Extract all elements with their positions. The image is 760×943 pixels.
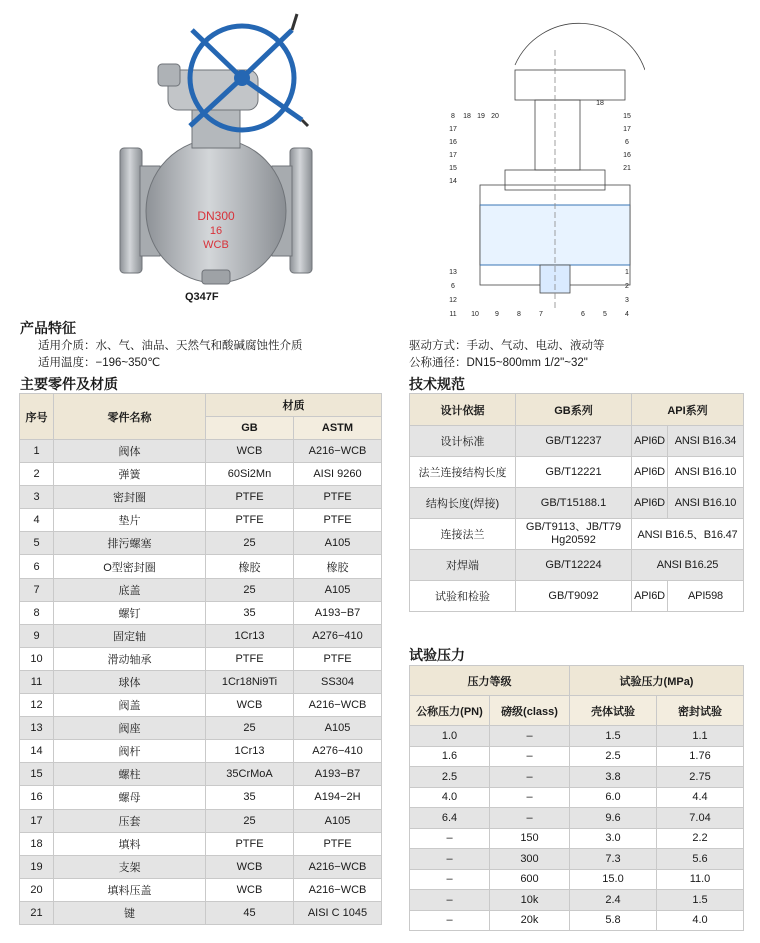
pressure-seal: 7.04 bbox=[657, 808, 744, 829]
pressure-pn: 1.6 bbox=[410, 746, 490, 767]
pressure-shell: 3.0 bbox=[570, 828, 657, 849]
spec-basis: 结构长度(焊接) bbox=[410, 488, 516, 519]
part-gb-material: 35 bbox=[206, 601, 294, 624]
pressure-shell: 3.8 bbox=[570, 767, 657, 788]
table-row bbox=[410, 426, 744, 457]
callout-left-12: 12 bbox=[449, 297, 457, 304]
spec-header-api: API系列 bbox=[632, 394, 744, 426]
spec-api-standard: API6D bbox=[632, 488, 668, 519]
spec-basis: 连接法兰 bbox=[410, 519, 516, 550]
part-gb-material: 1Cr18Ni9Ti bbox=[206, 670, 294, 693]
spec-gb: GB/T9113、JB/T79 Hg20592 bbox=[516, 519, 632, 550]
part-gb-material: 35 bbox=[206, 786, 294, 809]
parts-header-name: 零件名称 bbox=[54, 394, 206, 440]
part-no: 7 bbox=[20, 578, 54, 601]
pressure-class: – bbox=[490, 726, 570, 747]
part-gb-material: 25 bbox=[206, 717, 294, 740]
part-gb-material: PTFE bbox=[206, 647, 294, 670]
pressure-header-test: 试验压力(MPa) bbox=[570, 666, 744, 696]
part-astm-material: A105 bbox=[294, 809, 382, 832]
part-no: 2 bbox=[20, 463, 54, 486]
part-astm-material: A216−WCB bbox=[294, 694, 382, 717]
part-name: 阀杆 bbox=[54, 740, 206, 763]
part-name: 球体 bbox=[54, 670, 206, 693]
spec-gb: GB/T15188.1 bbox=[516, 488, 632, 519]
part-name: 键 bbox=[54, 901, 206, 924]
pressure-class: 600 bbox=[490, 869, 570, 890]
part-gb-material: PTFE bbox=[206, 832, 294, 855]
part-name: 压套 bbox=[54, 809, 206, 832]
pressure-seal: 11.0 bbox=[657, 869, 744, 890]
part-gb-material: WCB bbox=[206, 440, 294, 463]
pressure-pn: – bbox=[410, 910, 490, 931]
part-gb-material: PTFE bbox=[206, 486, 294, 509]
part-no: 4 bbox=[20, 509, 54, 532]
table-row bbox=[20, 509, 382, 532]
table-row bbox=[410, 550, 744, 581]
callout-left-17: 7 bbox=[539, 311, 543, 318]
part-no: 21 bbox=[20, 901, 54, 924]
callout-left-2: 18 bbox=[463, 113, 471, 120]
pressure-header-rating: 压力等级 bbox=[410, 666, 570, 696]
table-row bbox=[20, 624, 382, 647]
part-astm-material: PTFE bbox=[294, 509, 382, 532]
part-gb-material: 45 bbox=[206, 901, 294, 924]
spec-basis: 对焊端 bbox=[410, 550, 516, 581]
pressure-pn: – bbox=[410, 890, 490, 911]
part-astm-material: PTFE bbox=[294, 832, 382, 855]
part-astm-material: A276−410 bbox=[294, 624, 382, 647]
pressure-class: – bbox=[490, 787, 570, 808]
part-gb-material: 35CrMoA bbox=[206, 763, 294, 786]
spec-gb: GB/T9092 bbox=[516, 581, 632, 612]
spec-header-gb: GB系列 bbox=[516, 394, 632, 426]
pressure-pn: – bbox=[410, 869, 490, 890]
pressure-pn: 6.4 bbox=[410, 808, 490, 829]
table-row bbox=[20, 601, 382, 624]
part-gb-material: 60Si2Mn bbox=[206, 463, 294, 486]
pressure-shell: 6.0 bbox=[570, 787, 657, 808]
table-row bbox=[20, 786, 382, 809]
part-no: 17 bbox=[20, 809, 54, 832]
part-no: 6 bbox=[20, 555, 54, 578]
spec-api-standard: API6D bbox=[632, 426, 668, 457]
spec-header-basis: 设计依据 bbox=[410, 394, 516, 426]
spec-gb: GB/T12224 bbox=[516, 550, 632, 581]
part-name: 垫片 bbox=[54, 509, 206, 532]
part-gb-material: 25 bbox=[206, 809, 294, 832]
table-row bbox=[410, 457, 744, 488]
body-marking-pressure: 16 bbox=[209, 225, 223, 237]
part-no: 13 bbox=[20, 717, 54, 740]
table-row bbox=[410, 581, 744, 612]
table-row bbox=[410, 726, 744, 747]
part-name: 密封圈 bbox=[54, 486, 206, 509]
callout-left-3: 19 bbox=[477, 113, 485, 120]
feature-drive: 驱动方式：手动、气动、电动、液动等 bbox=[409, 340, 605, 352]
part-no: 11 bbox=[20, 670, 54, 693]
callout-left-9: 14 bbox=[449, 178, 457, 185]
part-name: 弹簧 bbox=[54, 463, 206, 486]
part-gb-material: 1Cr13 bbox=[206, 740, 294, 763]
part-gb-material: 橡胶 bbox=[206, 555, 294, 578]
valve-photo bbox=[112, 8, 322, 286]
pressure-seal: 2.2 bbox=[657, 828, 744, 849]
pressure-shell: 5.8 bbox=[570, 910, 657, 931]
part-no: 14 bbox=[20, 740, 54, 763]
features-title: 产品特征 bbox=[20, 320, 76, 336]
spec-api: ANSI B16.25 bbox=[632, 550, 744, 581]
pressure-shell: 7.3 bbox=[570, 849, 657, 870]
part-name: 阀盖 bbox=[54, 694, 206, 717]
spec-table bbox=[409, 393, 744, 612]
part-astm-material: A276−410 bbox=[294, 740, 382, 763]
pressure-seal: 1.5 bbox=[657, 890, 744, 911]
part-astm-material: A105 bbox=[294, 532, 382, 555]
part-no: 8 bbox=[20, 601, 54, 624]
part-astm-material: PTFE bbox=[294, 647, 382, 670]
pressure-shell: 2.5 bbox=[570, 746, 657, 767]
part-gb-material: 1Cr13 bbox=[206, 624, 294, 647]
spec-gb: GB/T12237 bbox=[516, 426, 632, 457]
part-name: 阀体 bbox=[54, 440, 206, 463]
pressure-pn: 2.5 bbox=[410, 767, 490, 788]
feature-temperature: 适用温度：−196~350℃ bbox=[38, 357, 161, 369]
part-gb-material: 25 bbox=[206, 578, 294, 601]
pressure-seal: 1.1 bbox=[657, 726, 744, 747]
part-astm-material: A193−B7 bbox=[294, 601, 382, 624]
callout-left-6: 16 bbox=[449, 139, 457, 146]
table-row bbox=[20, 486, 382, 509]
spec-basis: 试验和检验 bbox=[410, 581, 516, 612]
body-marking-material: WCB bbox=[203, 239, 229, 251]
pressure-class: 150 bbox=[490, 828, 570, 849]
part-astm-material: A216−WCB bbox=[294, 440, 382, 463]
pressure-pn: 4.0 bbox=[410, 787, 490, 808]
callout-right-8: 2 bbox=[625, 283, 629, 290]
callout-left-15: 9 bbox=[495, 311, 499, 318]
callout-left-13: 11 bbox=[449, 311, 457, 318]
part-name: 螺柱 bbox=[54, 763, 206, 786]
part-name: 阀座 bbox=[54, 717, 206, 740]
valve-section-drawing bbox=[445, 10, 645, 320]
part-gb-material: PTFE bbox=[206, 509, 294, 532]
table-row bbox=[410, 869, 744, 890]
parts-header-material: 材质 bbox=[206, 394, 382, 417]
part-name: O型密封圈 bbox=[54, 555, 206, 578]
feature-diameter: 公称通径：DN15~800mm 1/2"~32" bbox=[409, 357, 588, 369]
spec-title: 技术规范 bbox=[409, 376, 465, 392]
callout-left-5: 17 bbox=[449, 126, 457, 133]
part-astm-material: A216−WCB bbox=[294, 878, 382, 901]
part-no: 19 bbox=[20, 855, 54, 878]
part-astm-material: A105 bbox=[294, 578, 382, 601]
spec-api-standard: API6D bbox=[632, 581, 668, 612]
pressure-class: 300 bbox=[490, 849, 570, 870]
callout-right-4: 6 bbox=[625, 139, 629, 146]
pressure-shell: 9.6 bbox=[570, 808, 657, 829]
table-row bbox=[20, 717, 382, 740]
pressure-class: – bbox=[490, 746, 570, 767]
table-row bbox=[410, 808, 744, 829]
part-name: 支架 bbox=[54, 855, 206, 878]
table-row bbox=[20, 463, 382, 486]
body-marking-size: DN300 bbox=[197, 209, 235, 223]
table-row bbox=[20, 740, 382, 763]
part-astm-material: A216−WCB bbox=[294, 855, 382, 878]
table-row bbox=[20, 901, 382, 924]
pressure-shell: 1.5 bbox=[570, 726, 657, 747]
part-astm-material: SS304 bbox=[294, 670, 382, 693]
pressure-class: 20k bbox=[490, 910, 570, 931]
table-row bbox=[20, 555, 382, 578]
part-astm-material: PTFE bbox=[294, 486, 382, 509]
photo-caption: Q347F bbox=[185, 291, 219, 303]
part-astm-material: 橡胶 bbox=[294, 555, 382, 578]
table-row bbox=[20, 832, 382, 855]
table-row bbox=[20, 578, 382, 601]
spec-api-standard: API6D bbox=[632, 457, 668, 488]
table-row bbox=[410, 849, 744, 870]
callout-right-10: 4 bbox=[625, 311, 629, 318]
parts-table bbox=[19, 393, 382, 925]
part-name: 滑动轴承 bbox=[54, 647, 206, 670]
pressure-pn: 1.0 bbox=[410, 726, 490, 747]
spec-api-ansi: ANSI B16.10 bbox=[668, 488, 744, 519]
spec-api-ansi: API598 bbox=[668, 581, 744, 612]
part-no: 1 bbox=[20, 440, 54, 463]
callout-left-11: 6 bbox=[451, 283, 455, 290]
part-astm-material: A193−B7 bbox=[294, 763, 382, 786]
spec-api: ANSI B16.5、B16.47 bbox=[632, 519, 744, 550]
pressure-class: – bbox=[490, 767, 570, 788]
table-row bbox=[20, 440, 382, 463]
table-row bbox=[410, 787, 744, 808]
callout-left-16: 8 bbox=[517, 311, 521, 318]
pressure-seal: 2.75 bbox=[657, 767, 744, 788]
table-row bbox=[20, 763, 382, 786]
part-astm-material: A194−2H bbox=[294, 786, 382, 809]
table-row bbox=[410, 767, 744, 788]
callout-right-6: 21 bbox=[623, 165, 631, 172]
part-astm-material: AISI C 1045 bbox=[294, 901, 382, 924]
part-no: 18 bbox=[20, 832, 54, 855]
pressure-pn: – bbox=[410, 849, 490, 870]
table-row bbox=[410, 519, 744, 550]
table-row bbox=[20, 878, 382, 901]
callout-left-1: 8 bbox=[451, 113, 455, 120]
callout-left-14: 10 bbox=[471, 311, 479, 318]
part-no: 16 bbox=[20, 786, 54, 809]
table-row bbox=[410, 746, 744, 767]
part-name: 螺钉 bbox=[54, 601, 206, 624]
pressure-pn: – bbox=[410, 828, 490, 849]
pressure-header-seal: 密封试验 bbox=[657, 696, 744, 726]
part-gb-material: WCB bbox=[206, 878, 294, 901]
spec-basis: 设计标准 bbox=[410, 426, 516, 457]
pressure-seal: 4.0 bbox=[657, 910, 744, 931]
part-no: 9 bbox=[20, 624, 54, 647]
parts-title: 主要零件及材质 bbox=[20, 376, 118, 392]
pressure-header-shell: 壳体试验 bbox=[570, 696, 657, 726]
part-no: 10 bbox=[20, 647, 54, 670]
part-name: 螺母 bbox=[54, 786, 206, 809]
parts-header-gb: GB bbox=[206, 417, 294, 440]
part-gb-material: WCB bbox=[206, 694, 294, 717]
pressure-class: – bbox=[490, 808, 570, 829]
pressure-shell: 2.4 bbox=[570, 890, 657, 911]
pressure-seal: 1.76 bbox=[657, 746, 744, 767]
table-row bbox=[20, 670, 382, 693]
callout-right-7: 1 bbox=[625, 269, 629, 276]
callout-right-2: 15 bbox=[623, 113, 631, 120]
spec-gb: GB/T12221 bbox=[516, 457, 632, 488]
callout-left-7: 17 bbox=[449, 152, 457, 159]
table-row bbox=[20, 694, 382, 717]
feature-medium: 适用介质：水、气、油品、天然气和酸碱腐蚀性介质 bbox=[38, 340, 303, 352]
callout-right-11: 5 bbox=[603, 311, 607, 318]
part-gb-material: WCB bbox=[206, 855, 294, 878]
table-row bbox=[410, 910, 744, 931]
pressure-shell: 15.0 bbox=[570, 869, 657, 890]
pressure-header-pn: 公称压力(PN) bbox=[410, 696, 490, 726]
part-gb-material: 25 bbox=[206, 532, 294, 555]
spec-basis: 法兰连接结构长度 bbox=[410, 457, 516, 488]
pressure-class: 10k bbox=[490, 890, 570, 911]
part-astm-material: AISI 9260 bbox=[294, 463, 382, 486]
callout-right-1: 18 bbox=[596, 100, 604, 107]
spec-api-ansi: ANSI B16.10 bbox=[668, 457, 744, 488]
pressure-table bbox=[409, 665, 744, 931]
table-row bbox=[410, 488, 744, 519]
part-name: 填料压盖 bbox=[54, 878, 206, 901]
parts-header-no: 序号 bbox=[20, 394, 54, 440]
table-row bbox=[20, 647, 382, 670]
pressure-header-class: 磅级(class) bbox=[490, 696, 570, 726]
part-name: 底盖 bbox=[54, 578, 206, 601]
spec-api-ansi: ANSI B16.34 bbox=[668, 426, 744, 457]
part-no: 5 bbox=[20, 532, 54, 555]
table-row bbox=[20, 855, 382, 878]
callout-left-8: 15 bbox=[449, 165, 457, 172]
part-name: 排污螺塞 bbox=[54, 532, 206, 555]
part-no: 15 bbox=[20, 763, 54, 786]
part-astm-material: A105 bbox=[294, 717, 382, 740]
part-no: 12 bbox=[20, 694, 54, 717]
callout-left-10: 13 bbox=[449, 269, 457, 276]
callout-left-4: 20 bbox=[491, 113, 499, 120]
pressure-seal: 4.4 bbox=[657, 787, 744, 808]
callout-right-9: 3 bbox=[625, 297, 629, 304]
pressure-title: 试验压力 bbox=[409, 647, 465, 663]
table-row bbox=[410, 890, 744, 911]
callout-right-5: 16 bbox=[623, 152, 631, 159]
pressure-seal: 5.6 bbox=[657, 849, 744, 870]
part-no: 3 bbox=[20, 486, 54, 509]
part-no: 20 bbox=[20, 878, 54, 901]
callout-right-12: 6 bbox=[581, 311, 585, 318]
table-row bbox=[20, 532, 382, 555]
parts-header-astm: ASTM bbox=[294, 417, 382, 440]
part-name: 固定轴 bbox=[54, 624, 206, 647]
callout-right-3: 17 bbox=[623, 126, 631, 133]
table-row bbox=[410, 828, 744, 849]
part-name: 填料 bbox=[54, 832, 206, 855]
table-row bbox=[20, 809, 382, 832]
